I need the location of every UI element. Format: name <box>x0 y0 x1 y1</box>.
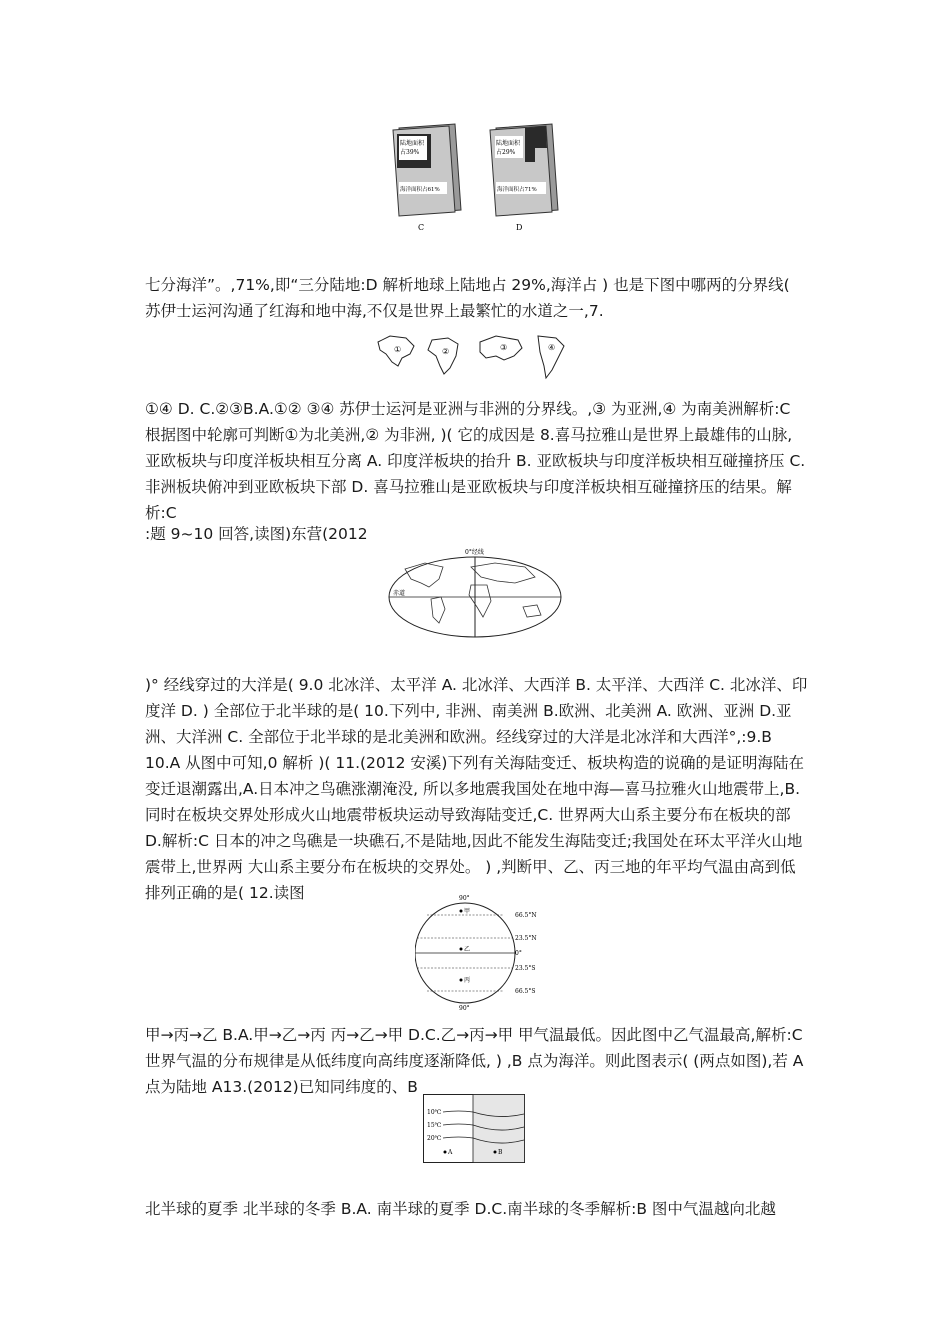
d-land-label: 陆地面积 <box>496 140 521 147</box>
isotherm-15: 15℃ <box>427 1122 442 1129</box>
south-pole-label: 90° <box>459 1005 470 1011</box>
c-land-percent: 占39% <box>400 149 420 156</box>
point-a: A <box>448 1149 453 1156</box>
isotherm-figure <box>423 1094 525 1168</box>
isotherm-10: 10℃ <box>427 1109 442 1116</box>
continent-label-1: ① <box>394 345 402 354</box>
equator-label: 赤道 <box>393 590 406 597</box>
point-bing: 丙 <box>464 977 471 984</box>
land-ocean-figure <box>385 118 565 242</box>
meridian-label: 0°经线 <box>465 549 484 556</box>
lat-66s: 66.5°S <box>515 988 536 995</box>
continent-label-3: ③ <box>500 343 508 352</box>
paragraph-4: )° 经线穿过的大洋是( 9.0 北冰洋、太平洋 A. 北冰洋、大西洋 B. 太平洋、大西洋 C. 北冰洋、印度洋 D. ) 全部位于北半球的是( 10.下列中, 非洲、南美洲 B.欧洲、北美洲 A. 欧洲、亚洲 D.亚洲、大洋洲 C. 全部位于北半球的是北美洲和欧洲。经线穿过的大洋是北冰洋和大西洋°,:9.B 10.A 从图中可知,0 解析 )( 11.(2012 安溪)下列有关海陆变迁、板块构造的说确的是证明海陆在变迁退潮露出,A.日本冲之鸟礁涨潮淹没, 所以多地震我国处在地中海—喜马拉雅火山地震带上,B. 同时在板块交界处形成火山地震带板块运动导致海陆变迁,C. 世界两大山系主要分布在板块的部 D.解析:C 日本的冲之鸟礁是一块礁石,不是陆地,因此不能发生海陆变迁;我国处在环太平洋火山地震带上,世界两 大山系主要分布在板块的交界处。 ) ,判断甲、乙、丙三地的年平均气温由高到低排列正确的是( 12.读图 <box>145 676 808 902</box>
latitude-globe-figure <box>415 893 540 1015</box>
isotherm-20: 20℃ <box>427 1135 442 1142</box>
point-jia: 甲 <box>464 908 471 915</box>
world-map-figure <box>385 547 565 643</box>
continent-label-4: ④ <box>548 343 556 352</box>
paragraph-6: 北半球的夏季 北半球的冬季 B.A. 南半球的夏季 D.C.南半球的冬季解析:B 图中气温越向北越 <box>145 1200 776 1218</box>
c-ocean-label: 海洋面积占61% <box>400 187 440 193</box>
point-yi: 乙 <box>464 946 471 953</box>
d-caption: D <box>516 223 523 232</box>
c-caption: C <box>418 223 425 232</box>
d-ocean-label: 海洋面积占71% <box>497 187 537 193</box>
d-land-percent: 占29% <box>496 149 516 156</box>
lat-66n: 66.5°N <box>515 912 537 919</box>
lat-23s: 23.5°S <box>515 965 536 972</box>
continent-label-2: ② <box>442 347 450 356</box>
lat-23n: 23.5°N <box>515 935 537 942</box>
north-pole-label: 90° <box>459 895 470 902</box>
paragraph-2: ①④ D. C.②③B.A.①② ③④ 苏伊士运河是亚洲与非洲的分界线。,③ 为亚洲,④ 为南美洲解析:C 根据图中轮廓可判断①为北美洲,② 为非洲, )( 它的成因是 8.喜马拉雅山是世界上最雄伟的山脉, 亚欧板块与印度洋板块相互分离 A. 印度洋板块的抬升 B. 亚欧板块与印度洋板块相互碰撞挤压 C. 非洲板块俯冲到亚欧板块下部 D. 喜马拉雅山是亚欧板块与印度洋板块相互碰撞挤压的结果。解析:C <box>145 400 806 522</box>
c-land-label: 陆地面积 <box>400 140 425 147</box>
paragraph-5: 甲→丙→乙 B.A.甲→乙→丙 丙→乙→甲 D.C.乙→丙→甲 甲气温最低。因此图中乙气温最高,解析:C 世界气温的分布规律是从低纬度向高纬度逐渐降低, ) ,B 点为海洋。则此图表示( (两点如图),若 A 点为陆地 A13.(2012)已知同纬度的、B <box>145 1026 804 1096</box>
continents-figure <box>372 330 582 386</box>
paragraph-3: :题 9~10 回答,读图)东营(2012 <box>145 525 368 543</box>
point-b: B <box>498 1149 503 1156</box>
paragraph-1: 七分海洋”。,71%,即“三分陆地:D 解析地球上陆地占 29%,海洋占 ) 也是下图中哪两的分界线( 苏伊士运河沟通了红海和地中海,不仅是世界上最繁忙的水道之一,7. <box>145 276 790 320</box>
lat-0: 0° <box>515 950 522 957</box>
